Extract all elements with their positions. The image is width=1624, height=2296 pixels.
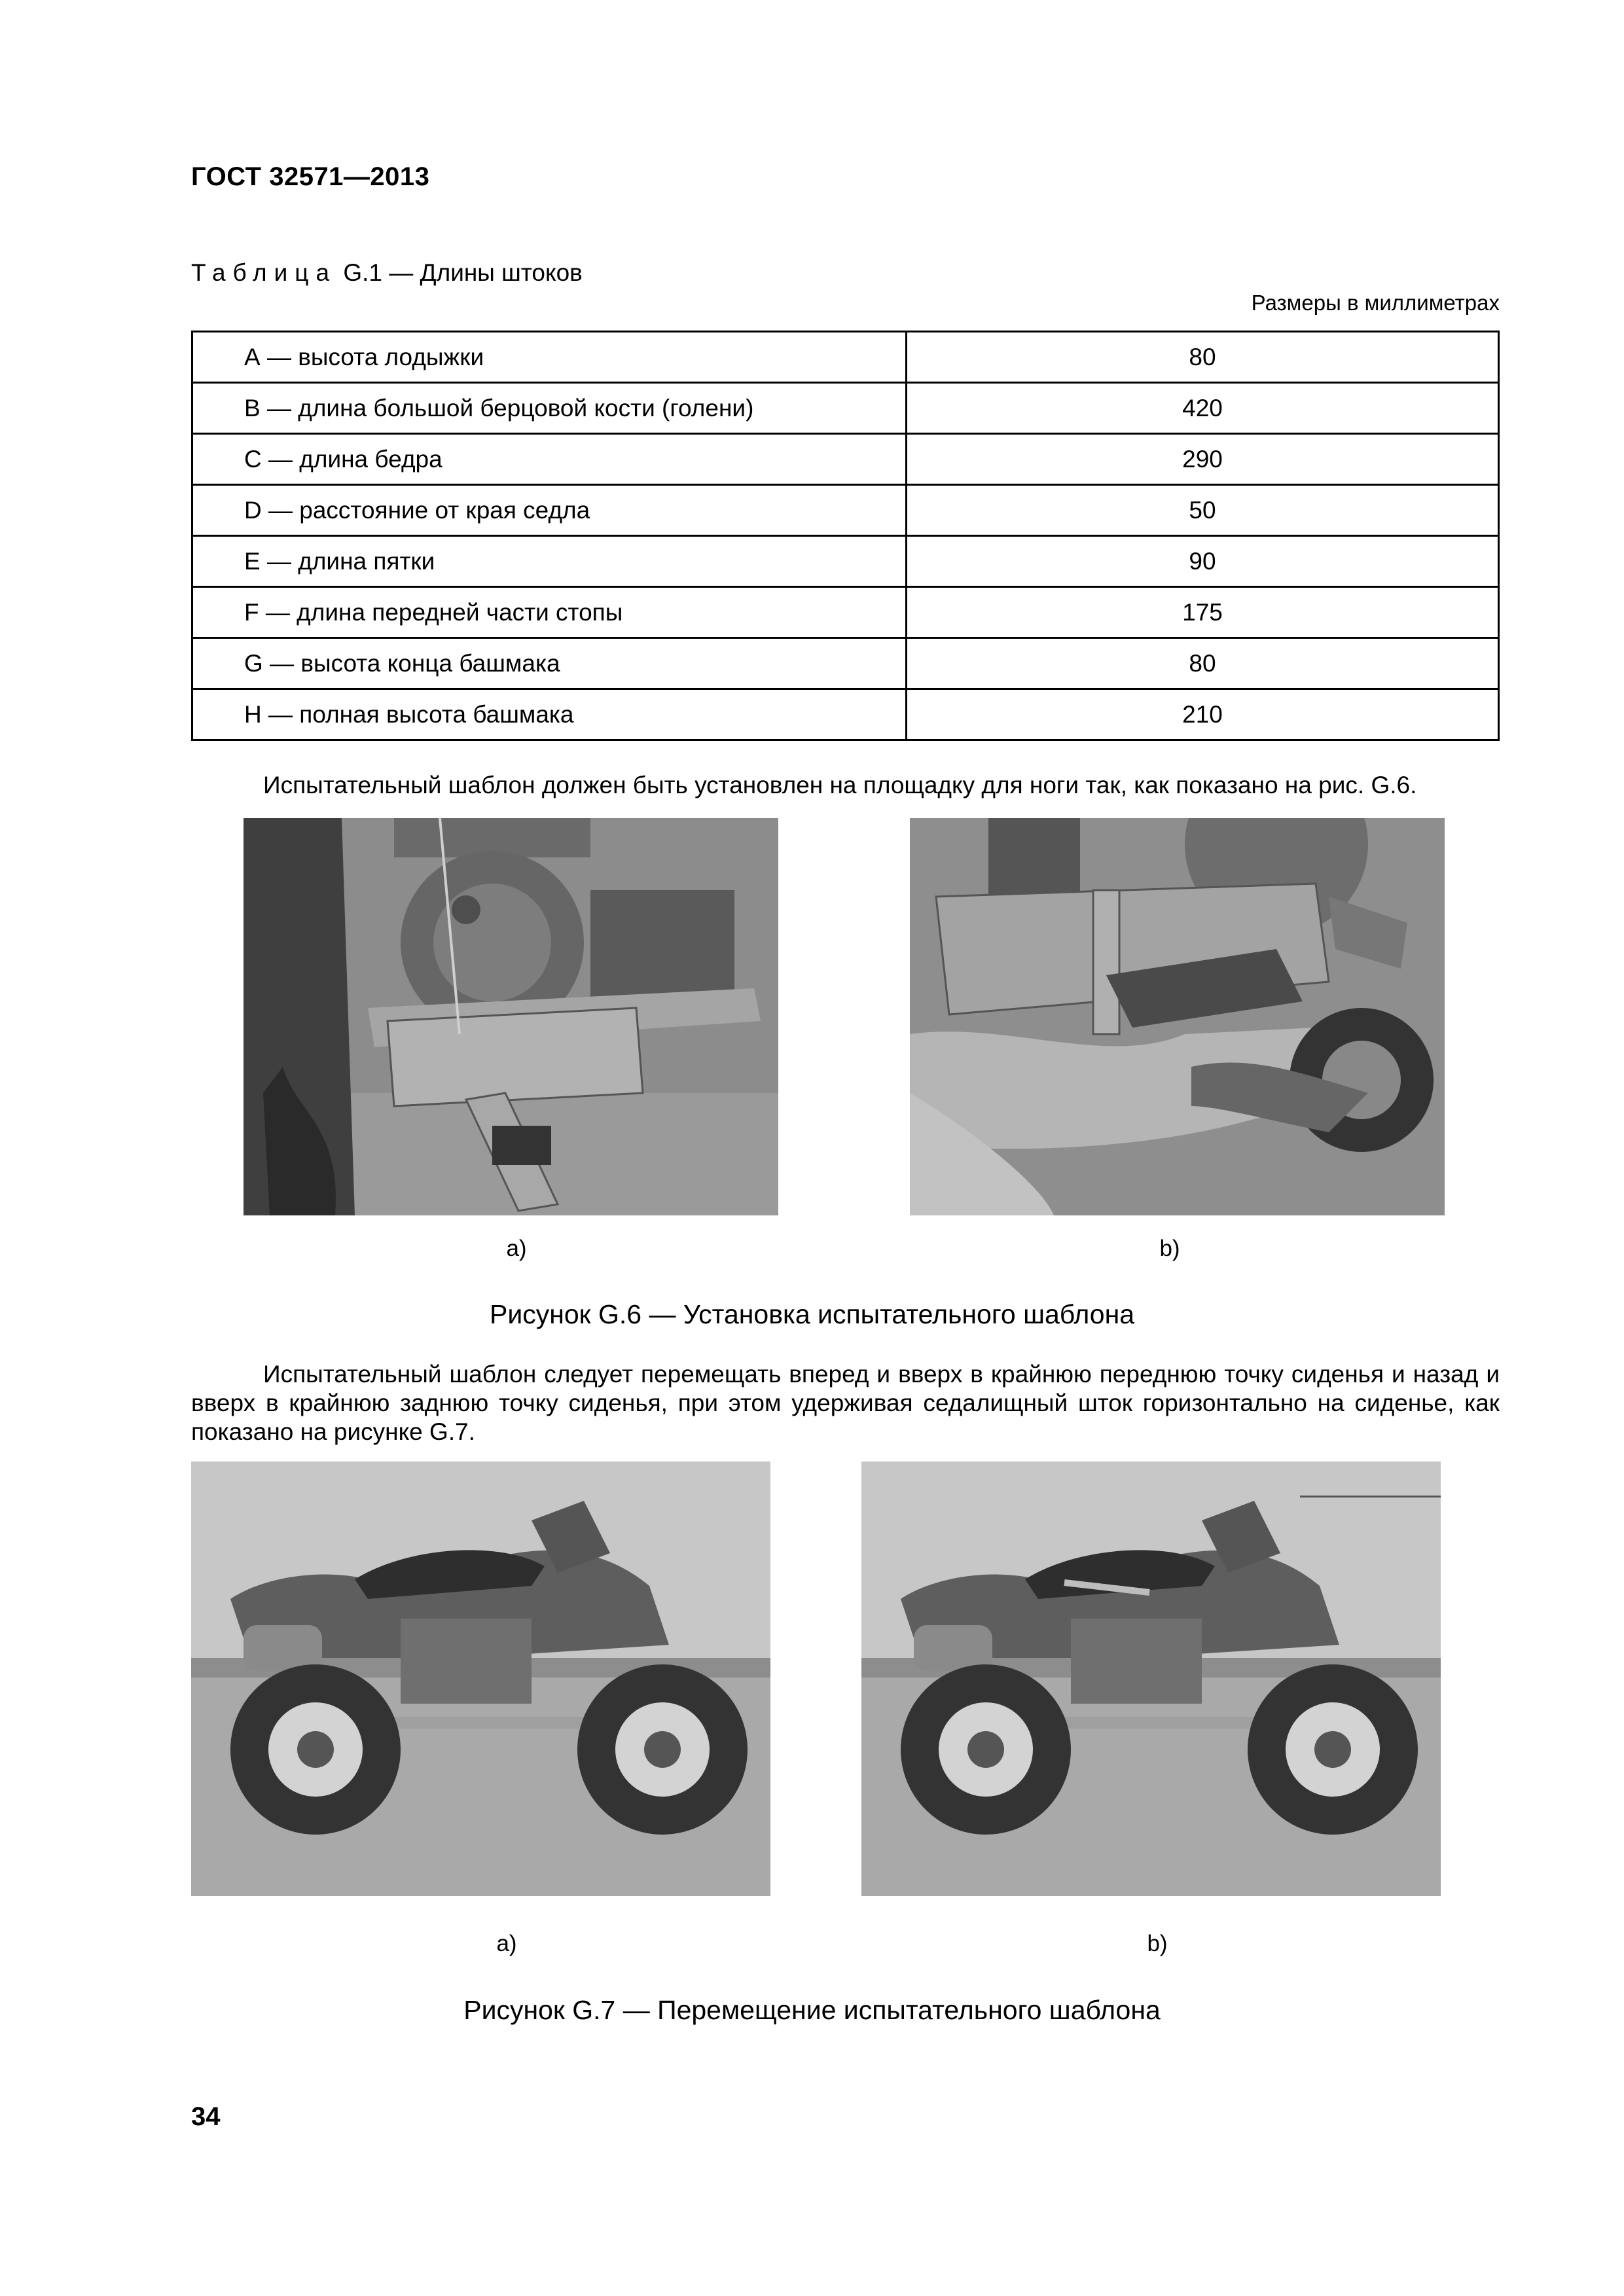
row-value: 420 <box>907 383 1499 434</box>
row-name: А — высота лодыжки <box>192 332 907 383</box>
table-row <box>192 536 1499 587</box>
row-name: С — длина бедра <box>192 434 907 485</box>
table-row <box>192 587 1499 638</box>
figure-g6-a-label: a) <box>506 1236 527 1261</box>
row-name: F — длина передней части стопы <box>192 587 907 638</box>
table-row <box>192 332 1499 383</box>
row-name: В — длина большой берцовой кости (голени) <box>192 383 907 434</box>
row-value: 210 <box>907 689 1499 740</box>
paragraph-template-movement: Испытательный шаблон следует перемещать вперед и вверх в крайнюю переднюю точку сиденья и назад и вверх в крайнюю заднюю точку сиденья, при этом удерживая седалищный шток горизонтально на сиденье, как показано на рисунке G.7. <box>191 1361 1500 1445</box>
figure-g7-b-label: b) <box>1147 1931 1168 1956</box>
table-row <box>192 434 1499 485</box>
row-value: 90 <box>907 536 1499 587</box>
figure-g6-caption: Рисунок G.6 — Установка испытательного шаблона <box>489 1299 1135 1329</box>
document-id: ГОСТ 32571—2013 <box>191 162 430 191</box>
paragraph-template-install: Испытательный шаблон должен быть установлен на площадку для ноги так, как показано на рис. G.6. <box>263 772 1417 798</box>
page-number: 34 <box>191 2102 221 2131</box>
row-value: 80 <box>907 332 1499 383</box>
figure-g6-b-label: b) <box>1159 1236 1180 1261</box>
row-value: 290 <box>907 434 1499 485</box>
row-value: 80 <box>907 638 1499 689</box>
photo-g7-b <box>861 1462 1441 1896</box>
photo-g6-b <box>910 818 1445 1215</box>
rod-lengths-table <box>191 331 1500 741</box>
row-name: G — высота конца башмака <box>192 638 907 689</box>
figure-g7-a-label: a) <box>496 1931 517 1956</box>
row-name: Н — полная высота башмака <box>192 689 907 740</box>
photo-g7-a <box>191 1462 770 1896</box>
row-name: Е — длина пятки <box>192 536 907 587</box>
units-note: Размеры в миллиметрах <box>1251 291 1500 315</box>
table-caption-prefix: Таблица <box>191 259 337 286</box>
row-name: D — расстояние от края седла <box>192 485 907 536</box>
table-caption-title: G.1 — Длины штоков <box>336 259 583 286</box>
table-caption <box>191 259 583 287</box>
photo-g6-a <box>244 818 778 1215</box>
row-value: 50 <box>907 485 1499 536</box>
figure-g7-caption: Рисунок G.7 — Перемещение испытательного шаблона <box>463 1995 1161 2025</box>
table-row <box>192 383 1499 434</box>
table-row <box>192 485 1499 536</box>
table-row <box>192 638 1499 689</box>
table-row <box>192 689 1499 740</box>
row-value: 175 <box>907 587 1499 638</box>
